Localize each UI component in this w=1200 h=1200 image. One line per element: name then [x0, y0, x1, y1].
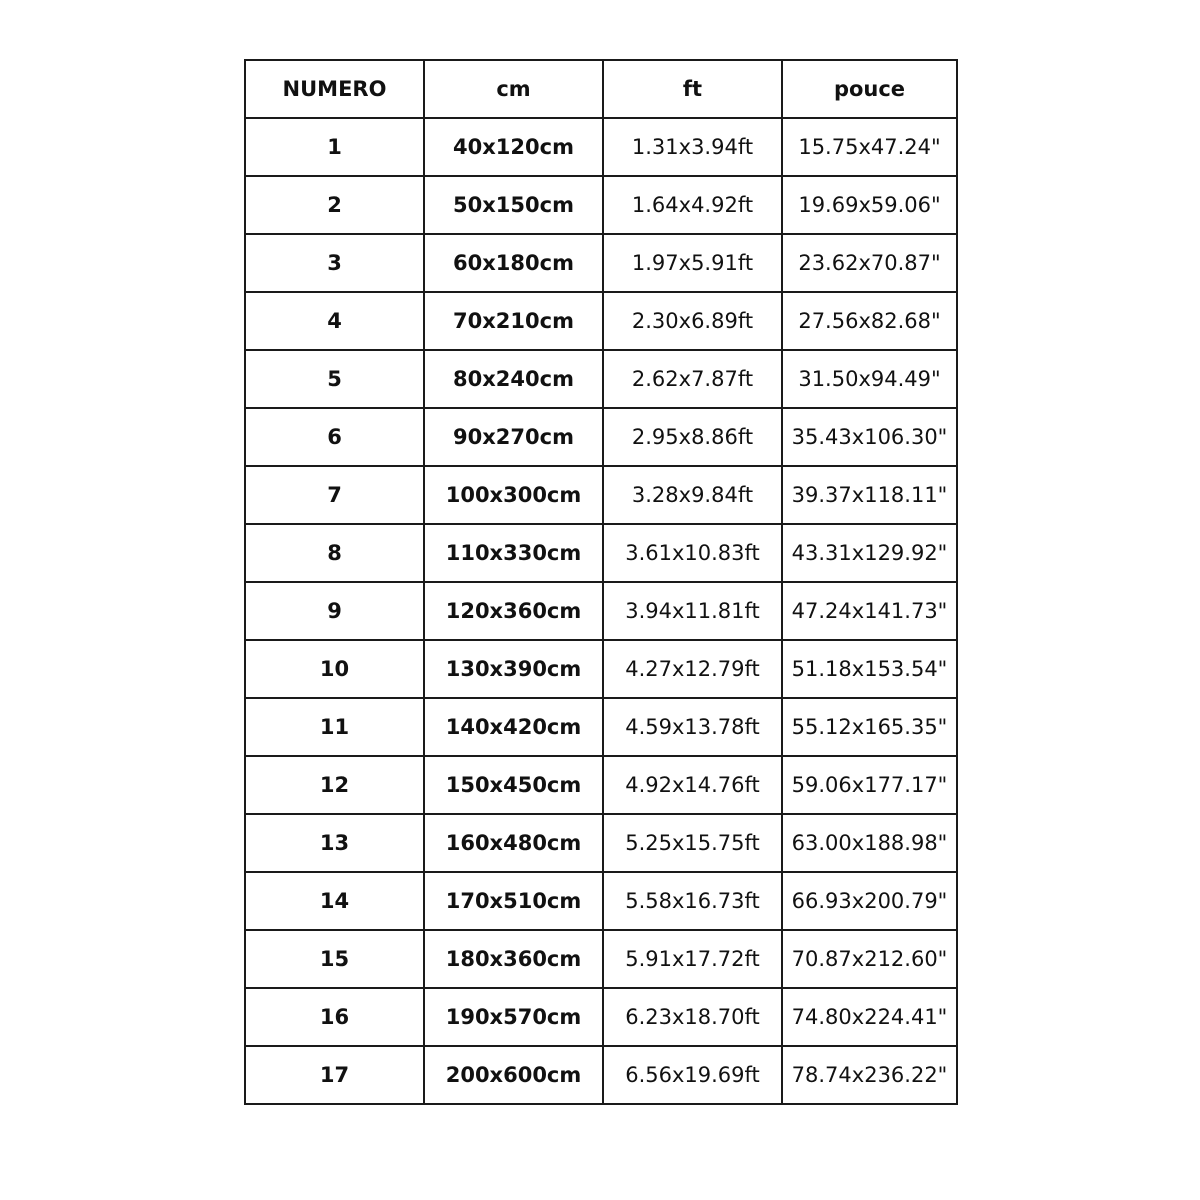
cell-cm: 150x450cm	[424, 756, 603, 814]
cell-pouce: 35.43x106.30"	[782, 408, 957, 466]
cell-pouce: 66.93x200.79"	[782, 872, 957, 930]
cell-ft: 3.94x11.81ft	[603, 582, 782, 640]
cell-cm: 80x240cm	[424, 350, 603, 408]
cell-numero: 6	[245, 408, 424, 466]
cell-ft: 4.27x12.79ft	[603, 640, 782, 698]
cell-cm: 100x300cm	[424, 466, 603, 524]
cell-ft: 2.95x8.86ft	[603, 408, 782, 466]
cell-cm: 130x390cm	[424, 640, 603, 698]
table-row	[245, 408, 957, 466]
cell-ft: 6.56x19.69ft	[603, 1046, 782, 1104]
cell-cm: 120x360cm	[424, 582, 603, 640]
cell-pouce: 74.80x224.41"	[782, 988, 957, 1046]
table-row	[245, 698, 957, 756]
table-row	[245, 814, 957, 872]
cell-pouce: 47.24x141.73"	[782, 582, 957, 640]
cell-numero: 1	[245, 118, 424, 176]
cell-numero: 16	[245, 988, 424, 1046]
cell-pouce: 59.06x177.17"	[782, 756, 957, 814]
table-row	[245, 640, 957, 698]
cell-pouce: 78.74x236.22"	[782, 1046, 957, 1104]
table-row	[245, 118, 957, 176]
cell-ft: 1.97x5.91ft	[603, 234, 782, 292]
cell-numero: 17	[245, 1046, 424, 1104]
cell-cm: 40x120cm	[424, 118, 603, 176]
cell-ft: 5.25x15.75ft	[603, 814, 782, 872]
table-row	[245, 234, 957, 292]
cell-numero: 10	[245, 640, 424, 698]
table-row	[245, 524, 957, 582]
cell-cm: 180x360cm	[424, 930, 603, 988]
cell-ft: 1.64x4.92ft	[603, 176, 782, 234]
table-row	[245, 1046, 957, 1104]
cell-cm: 90x270cm	[424, 408, 603, 466]
cell-numero: 4	[245, 292, 424, 350]
header-numero: NUMERO	[245, 60, 424, 118]
cell-ft: 3.61x10.83ft	[603, 524, 782, 582]
cell-cm: 200x600cm	[424, 1046, 603, 1104]
cell-ft: 3.28x9.84ft	[603, 466, 782, 524]
cell-ft: 5.91x17.72ft	[603, 930, 782, 988]
cell-pouce: 70.87x212.60"	[782, 930, 957, 988]
cell-numero: 5	[245, 350, 424, 408]
cell-numero: 8	[245, 524, 424, 582]
cell-numero: 13	[245, 814, 424, 872]
cell-ft: 2.30x6.89ft	[603, 292, 782, 350]
size-chart-table	[244, 59, 958, 1105]
cell-cm: 160x480cm	[424, 814, 603, 872]
table-row	[245, 872, 957, 930]
cell-numero: 7	[245, 466, 424, 524]
cell-numero: 3	[245, 234, 424, 292]
table-row	[245, 988, 957, 1046]
table-body	[245, 118, 957, 1104]
cell-pouce: 63.00x188.98"	[782, 814, 957, 872]
table-row	[245, 466, 957, 524]
cell-ft: 4.59x13.78ft	[603, 698, 782, 756]
header-pouce: pouce	[782, 60, 957, 118]
table-row	[245, 292, 957, 350]
cell-pouce: 51.18x153.54"	[782, 640, 957, 698]
cell-cm: 140x420cm	[424, 698, 603, 756]
cell-pouce: 39.37x118.11"	[782, 466, 957, 524]
cell-pouce: 27.56x82.68"	[782, 292, 957, 350]
cell-ft: 1.31x3.94ft	[603, 118, 782, 176]
cell-cm: 190x570cm	[424, 988, 603, 1046]
table-row	[245, 350, 957, 408]
cell-ft: 6.23x18.70ft	[603, 988, 782, 1046]
cell-numero: 9	[245, 582, 424, 640]
cell-numero: 2	[245, 176, 424, 234]
table-row	[245, 176, 957, 234]
cell-pouce: 15.75x47.24"	[782, 118, 957, 176]
cell-ft: 2.62x7.87ft	[603, 350, 782, 408]
header-cm: cm	[424, 60, 603, 118]
cell-ft: 4.92x14.76ft	[603, 756, 782, 814]
cell-cm: 60x180cm	[424, 234, 603, 292]
cell-cm: 70x210cm	[424, 292, 603, 350]
cell-cm: 170x510cm	[424, 872, 603, 930]
cell-pouce: 55.12x165.35"	[782, 698, 957, 756]
cell-numero: 15	[245, 930, 424, 988]
cell-pouce: 23.62x70.87"	[782, 234, 957, 292]
cell-numero: 11	[245, 698, 424, 756]
table-row	[245, 930, 957, 988]
cell-pouce: 43.31x129.92"	[782, 524, 957, 582]
cell-pouce: 31.50x94.49"	[782, 350, 957, 408]
cell-cm: 110x330cm	[424, 524, 603, 582]
table-header	[245, 60, 957, 118]
cell-cm: 50x150cm	[424, 176, 603, 234]
cell-numero: 14	[245, 872, 424, 930]
header-row	[245, 60, 957, 118]
table-row	[245, 582, 957, 640]
header-ft: ft	[603, 60, 782, 118]
cell-numero: 12	[245, 756, 424, 814]
table-row	[245, 756, 957, 814]
cell-ft: 5.58x16.73ft	[603, 872, 782, 930]
cell-pouce: 19.69x59.06"	[782, 176, 957, 234]
